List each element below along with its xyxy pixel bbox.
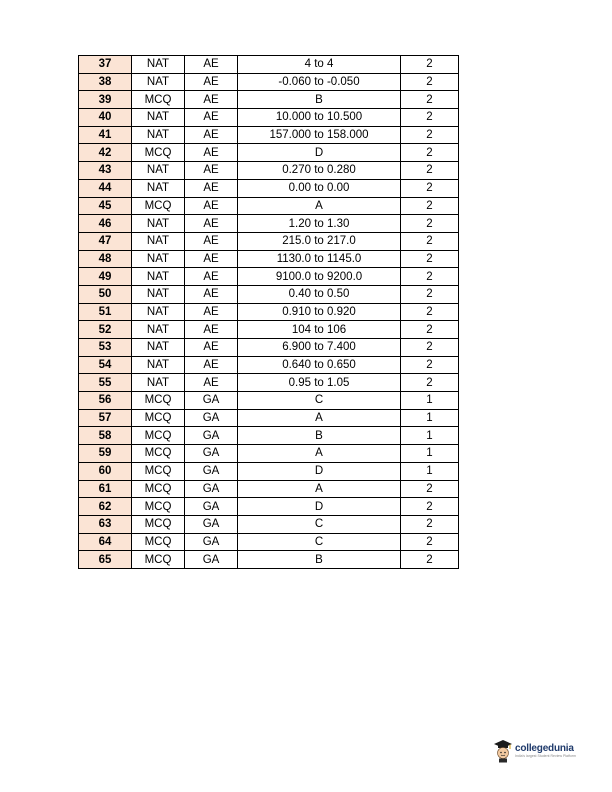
- question-number-cell: 51: [79, 303, 132, 321]
- marks-cell: 2: [401, 179, 459, 197]
- question-type-cell: NAT: [132, 109, 185, 127]
- answer-key-cell: 0.910 to 0.920: [238, 303, 401, 321]
- question-type-cell: MCQ: [132, 498, 185, 516]
- marks-cell: 2: [401, 356, 459, 374]
- question-type-cell: MCQ: [132, 515, 185, 533]
- question-number-cell: 42: [79, 144, 132, 162]
- table-row: [79, 285, 459, 303]
- marks-cell: 2: [401, 303, 459, 321]
- question-number-cell: 64: [79, 533, 132, 551]
- section-code-cell: GA: [185, 533, 238, 551]
- section-code-cell: AE: [185, 250, 238, 268]
- question-type-cell: MCQ: [132, 392, 185, 410]
- section-code-cell: GA: [185, 480, 238, 498]
- table-row: [79, 162, 459, 180]
- answer-key-cell: 4 to 4: [238, 56, 401, 74]
- question-number-cell: 56: [79, 392, 132, 410]
- logo-name: collegedunia: [515, 743, 574, 754]
- table-row: [79, 56, 459, 74]
- marks-cell: 2: [401, 56, 459, 74]
- answer-key-cell: B: [238, 91, 401, 109]
- marks-cell: 2: [401, 109, 459, 127]
- question-type-cell: MCQ: [132, 445, 185, 463]
- answer-key-cell: 104 to 106: [238, 321, 401, 339]
- section-code-cell: AE: [185, 162, 238, 180]
- table-row: [79, 303, 459, 321]
- marks-cell: 2: [401, 533, 459, 551]
- answer-key-cell: 0.640 to 0.650: [238, 356, 401, 374]
- marks-cell: 2: [401, 480, 459, 498]
- section-code-cell: AE: [185, 126, 238, 144]
- question-number-cell: 47: [79, 232, 132, 250]
- question-number-cell: 58: [79, 427, 132, 445]
- marks-cell: 2: [401, 515, 459, 533]
- question-type-cell: NAT: [132, 56, 185, 74]
- table-row: [79, 109, 459, 127]
- table-row: [79, 462, 459, 480]
- question-number-cell: 44: [79, 179, 132, 197]
- answer-key-cell: A: [238, 197, 401, 215]
- answer-key-cell: D: [238, 144, 401, 162]
- section-code-cell: AE: [185, 215, 238, 233]
- question-type-cell: MCQ: [132, 533, 185, 551]
- table-row: [79, 409, 459, 427]
- section-code-cell: AE: [185, 179, 238, 197]
- answer-key-cell: 0.40 to 0.50: [238, 285, 401, 303]
- question-number-cell: 45: [79, 197, 132, 215]
- table-row: [79, 551, 459, 569]
- marks-cell: 2: [401, 339, 459, 357]
- marks-cell: 2: [401, 162, 459, 180]
- marks-cell: 2: [401, 197, 459, 215]
- question-number-cell: 40: [79, 109, 132, 127]
- answer-key-cell: 6.900 to 7.400: [238, 339, 401, 357]
- section-code-cell: GA: [185, 462, 238, 480]
- question-type-cell: NAT: [132, 374, 185, 392]
- marks-cell: 2: [401, 321, 459, 339]
- answer-key-cell: -0.060 to -0.050: [238, 73, 401, 91]
- section-code-cell: AE: [185, 356, 238, 374]
- table-row: [79, 179, 459, 197]
- question-number-cell: 43: [79, 162, 132, 180]
- table-row: [79, 250, 459, 268]
- question-number-cell: 60: [79, 462, 132, 480]
- question-type-cell: NAT: [132, 321, 185, 339]
- question-number-cell: 39: [79, 91, 132, 109]
- marks-cell: 2: [401, 250, 459, 268]
- table-row: [79, 144, 459, 162]
- section-code-cell: AE: [185, 144, 238, 162]
- marks-cell: 2: [401, 285, 459, 303]
- section-code-cell: GA: [185, 392, 238, 410]
- answer-key-cell: 0.270 to 0.280: [238, 162, 401, 180]
- question-type-cell: NAT: [132, 126, 185, 144]
- section-code-cell: AE: [185, 56, 238, 74]
- answer-key-cell: D: [238, 498, 401, 516]
- marks-cell: 2: [401, 551, 459, 569]
- question-number-cell: 52: [79, 321, 132, 339]
- answer-key-cell: B: [238, 427, 401, 445]
- answer-key-cell: 0.95 to 1.05: [238, 374, 401, 392]
- marks-cell: 2: [401, 73, 459, 91]
- marks-cell: 1: [401, 462, 459, 480]
- question-number-cell: 48: [79, 250, 132, 268]
- answer-key-cell: 9100.0 to 9200.0: [238, 268, 401, 286]
- question-number-cell: 38: [79, 73, 132, 91]
- question-number-cell: 41: [79, 126, 132, 144]
- question-type-cell: NAT: [132, 303, 185, 321]
- table-row: [79, 445, 459, 463]
- marks-cell: 2: [401, 215, 459, 233]
- table-row: [79, 232, 459, 250]
- graduate-mascot-icon: [493, 739, 513, 763]
- question-type-cell: MCQ: [132, 480, 185, 498]
- question-number-cell: 65: [79, 551, 132, 569]
- question-type-cell: NAT: [132, 162, 185, 180]
- section-code-cell: AE: [185, 321, 238, 339]
- answer-key-cell: C: [238, 533, 401, 551]
- answer-key-cell: D: [238, 462, 401, 480]
- section-code-cell: AE: [185, 109, 238, 127]
- answer-key-cell: A: [238, 445, 401, 463]
- table-row: [79, 339, 459, 357]
- question-type-cell: MCQ: [132, 462, 185, 480]
- marks-cell: 1: [401, 427, 459, 445]
- table-row: [79, 197, 459, 215]
- question-type-cell: MCQ: [132, 197, 185, 215]
- section-code-cell: GA: [185, 427, 238, 445]
- question-number-cell: 59: [79, 445, 132, 463]
- question-number-cell: 37: [79, 56, 132, 74]
- answer-key-cell: 10.000 to 10.500: [238, 109, 401, 127]
- question-number-cell: 49: [79, 268, 132, 286]
- answer-key-body: [79, 56, 459, 569]
- section-code-cell: AE: [185, 268, 238, 286]
- answer-key-cell: A: [238, 480, 401, 498]
- question-number-cell: 62: [79, 498, 132, 516]
- question-type-cell: NAT: [132, 215, 185, 233]
- table-row: [79, 126, 459, 144]
- answer-key-cell: 157.000 to 158.000: [238, 126, 401, 144]
- section-code-cell: GA: [185, 498, 238, 516]
- question-type-cell: NAT: [132, 339, 185, 357]
- section-code-cell: GA: [185, 551, 238, 569]
- table-row: [79, 480, 459, 498]
- section-code-cell: AE: [185, 197, 238, 215]
- question-type-cell: MCQ: [132, 91, 185, 109]
- answer-key-cell: C: [238, 515, 401, 533]
- answer-key-cell: C: [238, 392, 401, 410]
- table-row: [79, 356, 459, 374]
- answer-key-cell: 1.20 to 1.30: [238, 215, 401, 233]
- marks-cell: 2: [401, 232, 459, 250]
- section-code-cell: AE: [185, 339, 238, 357]
- answer-key-cell: A: [238, 409, 401, 427]
- table-row: [79, 515, 459, 533]
- marks-cell: 1: [401, 392, 459, 410]
- answer-key-cell: 1130.0 to 1145.0: [238, 250, 401, 268]
- question-number-cell: 57: [79, 409, 132, 427]
- marks-cell: 2: [401, 126, 459, 144]
- question-number-cell: 53: [79, 339, 132, 357]
- table-row: [79, 268, 459, 286]
- answer-key-table: [78, 55, 459, 569]
- collegedunia-logo: [493, 737, 588, 765]
- answer-key-cell: B: [238, 551, 401, 569]
- table-row: [79, 392, 459, 410]
- marks-cell: 2: [401, 144, 459, 162]
- section-code-cell: AE: [185, 303, 238, 321]
- marks-cell: 1: [401, 409, 459, 427]
- marks-cell: 1: [401, 445, 459, 463]
- table-row: [79, 73, 459, 91]
- logo-tagline: India's largest Student Review Platform: [515, 754, 576, 758]
- marks-cell: 2: [401, 268, 459, 286]
- table-row: [79, 374, 459, 392]
- question-number-cell: 55: [79, 374, 132, 392]
- question-type-cell: NAT: [132, 268, 185, 286]
- question-number-cell: 61: [79, 480, 132, 498]
- question-type-cell: NAT: [132, 285, 185, 303]
- table-row: [79, 498, 459, 516]
- section-code-cell: AE: [185, 285, 238, 303]
- question-type-cell: MCQ: [132, 409, 185, 427]
- question-type-cell: NAT: [132, 356, 185, 374]
- question-type-cell: MCQ: [132, 427, 185, 445]
- section-code-cell: GA: [185, 409, 238, 427]
- section-code-cell: GA: [185, 445, 238, 463]
- question-number-cell: 50: [79, 285, 132, 303]
- section-code-cell: AE: [185, 374, 238, 392]
- table-row: [79, 215, 459, 233]
- question-type-cell: MCQ: [132, 144, 185, 162]
- question-type-cell: MCQ: [132, 551, 185, 569]
- table-row: [79, 91, 459, 109]
- answer-key-cell: 215.0 to 217.0: [238, 232, 401, 250]
- question-type-cell: NAT: [132, 179, 185, 197]
- question-type-cell: NAT: [132, 232, 185, 250]
- table-row: [79, 427, 459, 445]
- question-type-cell: NAT: [132, 250, 185, 268]
- question-number-cell: 63: [79, 515, 132, 533]
- marks-cell: 2: [401, 498, 459, 516]
- marks-cell: 2: [401, 374, 459, 392]
- section-code-cell: AE: [185, 91, 238, 109]
- table-row: [79, 321, 459, 339]
- section-code-cell: GA: [185, 515, 238, 533]
- section-code-cell: AE: [185, 73, 238, 91]
- section-code-cell: AE: [185, 232, 238, 250]
- question-type-cell: NAT: [132, 73, 185, 91]
- table-row: [79, 533, 459, 551]
- question-number-cell: 54: [79, 356, 132, 374]
- answer-key-cell: 0.00 to 0.00: [238, 179, 401, 197]
- marks-cell: 2: [401, 91, 459, 109]
- question-number-cell: 46: [79, 215, 132, 233]
